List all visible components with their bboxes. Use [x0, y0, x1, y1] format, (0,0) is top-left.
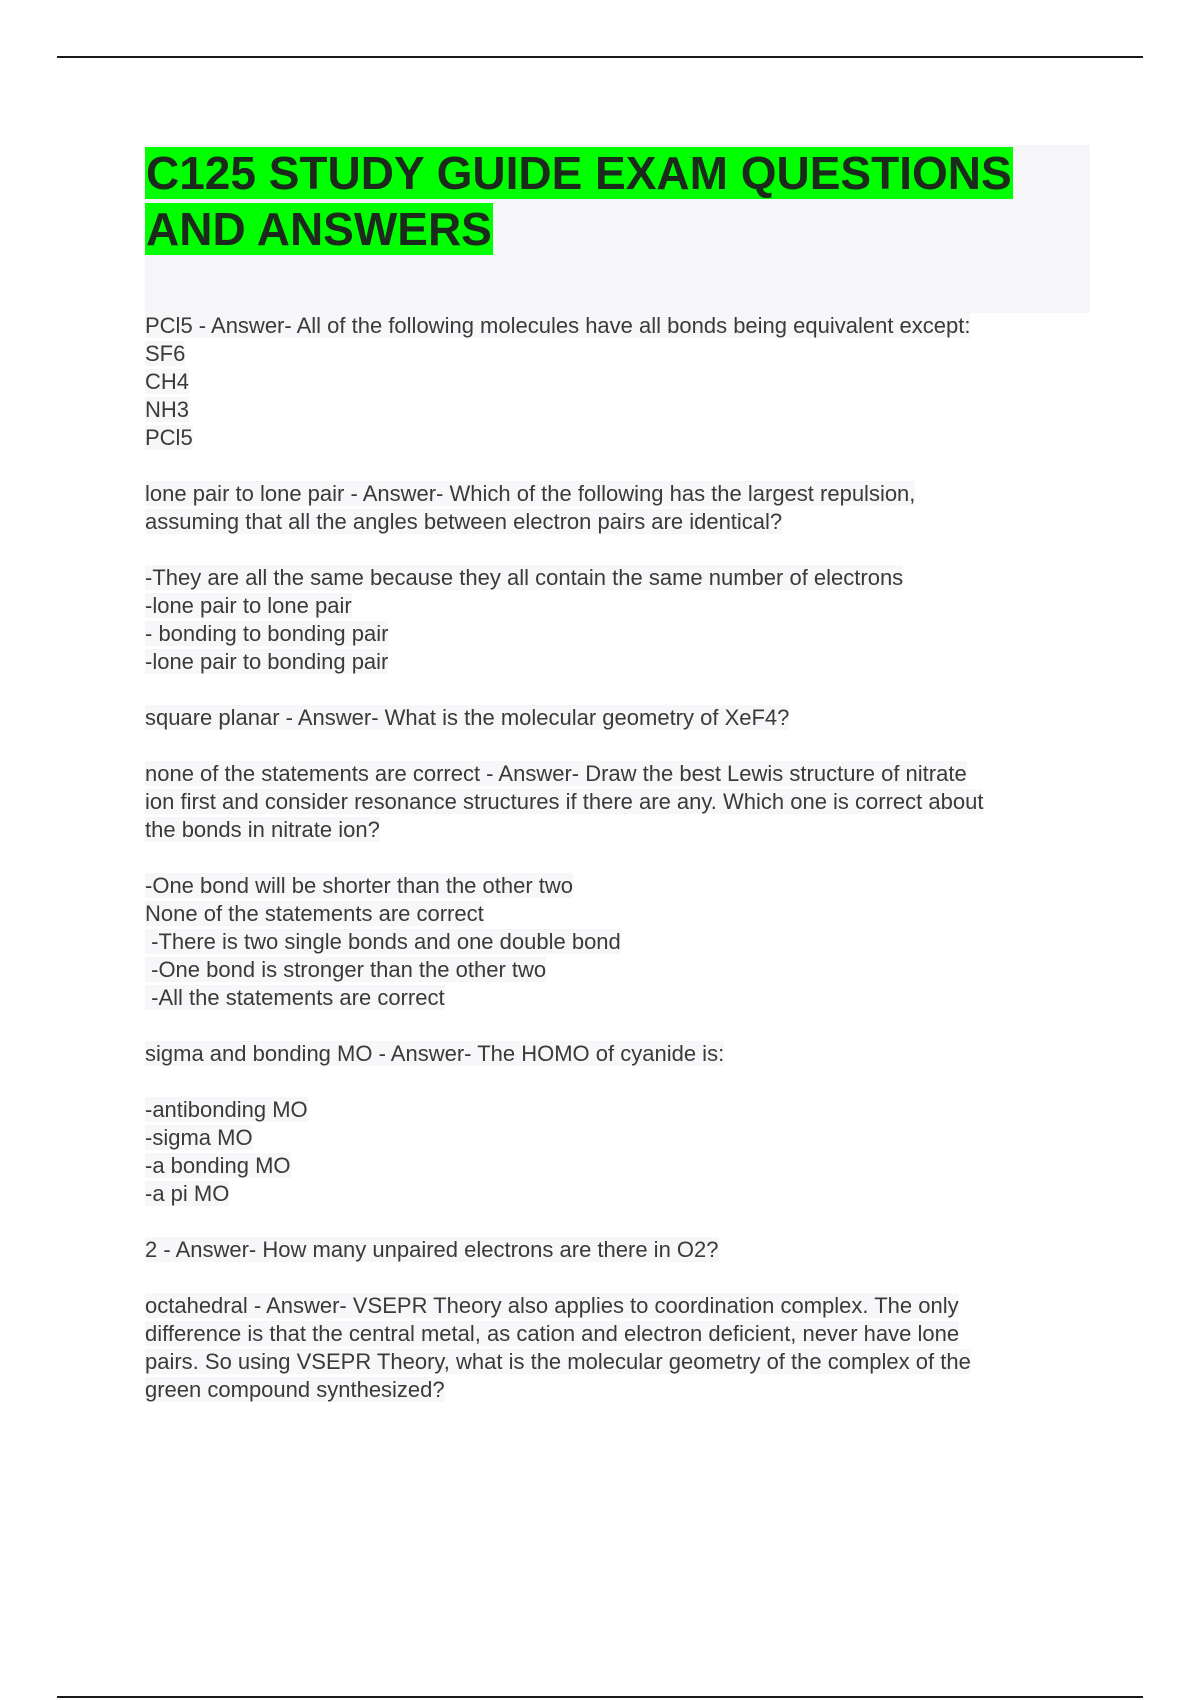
text-line: the bonds in nitrate ion?	[145, 817, 380, 842]
text-line: -a bonding MO	[145, 1153, 291, 1178]
text-line: none of the statements are correct - Answer- Draw the best Lewis structure of nitrate	[145, 761, 967, 786]
text-line: -sigma MO	[145, 1125, 253, 1150]
text-line: difference is that the central metal, as cation and electron deficient, never have lone	[145, 1321, 960, 1346]
text-line: -a pi MO	[145, 1181, 230, 1206]
text-line: -All the statements are correct	[145, 985, 445, 1010]
text-line: PCl5 - Answer- All of the following molecules have all bonds being equivalent except:	[145, 313, 971, 338]
title-line-1: C125 STUDY GUIDE EXAM QUESTIONS	[146, 147, 1012, 199]
document-body	[145, 312, 1085, 1432]
qa-block-6	[145, 872, 1085, 1012]
text-line: assuming that all the angles between electron pairs are identical?	[145, 509, 783, 534]
text-line: square planar - Answer- What is the molecular geometry of XeF4?	[145, 705, 790, 730]
qa-block-9	[145, 1236, 1085, 1264]
text-line: None of the statements are correct	[145, 901, 484, 926]
qa-block-5	[145, 760, 1085, 844]
text-line: -There is two single bonds and one double bond	[145, 929, 621, 954]
text-line: pairs. So using VSEPR Theory, what is the molecular geometry of the complex of the	[145, 1349, 971, 1374]
text-line: -They are all the same because they all contain the same number of electrons	[145, 565, 904, 590]
qa-block-2	[145, 480, 1085, 536]
qa-block-7	[145, 1040, 1085, 1068]
text-line: -One bond will be shorter than the other two	[145, 873, 574, 898]
text-line: -antibonding MO	[145, 1097, 308, 1122]
text-line: -lone pair to lone pair	[145, 593, 352, 618]
qa-block-3	[145, 564, 1085, 676]
text-line: sigma and bonding MO - Answer- The HOMO of cyanide is:	[145, 1041, 725, 1066]
text-line: SF6	[145, 341, 186, 366]
title-line-2: AND ANSWERS	[146, 203, 492, 255]
text-line: CH4	[145, 369, 190, 394]
text-line: -One bond is stronger than the other two	[145, 957, 547, 982]
text-line: ion first and consider resonance structures if there are any. Which one is correct about	[145, 789, 984, 814]
qa-block-1	[145, 312, 1085, 452]
text-line: 2 - Answer- How many unpaired electrons are there in O2?	[145, 1237, 719, 1262]
text-line: - bonding to bonding pair	[145, 621, 389, 646]
page-title	[145, 145, 1090, 257]
text-line: NH3	[145, 397, 190, 422]
text-line: -lone pair to bonding pair	[145, 649, 389, 674]
qa-block-4	[145, 704, 1085, 732]
bottom-rule	[57, 1696, 1143, 1698]
qa-block-8	[145, 1096, 1085, 1208]
title-block	[145, 145, 1090, 313]
text-line: green compound synthesized?	[145, 1377, 445, 1402]
top-rule	[57, 56, 1143, 58]
qa-block-10	[145, 1292, 1085, 1404]
text-line: lone pair to lone pair - Answer- Which of the following has the largest repulsion,	[145, 481, 916, 506]
text-line: octahedral - Answer- VSEPR Theory also applies to coordination complex. The only	[145, 1293, 959, 1318]
text-line: PCl5	[145, 425, 193, 450]
